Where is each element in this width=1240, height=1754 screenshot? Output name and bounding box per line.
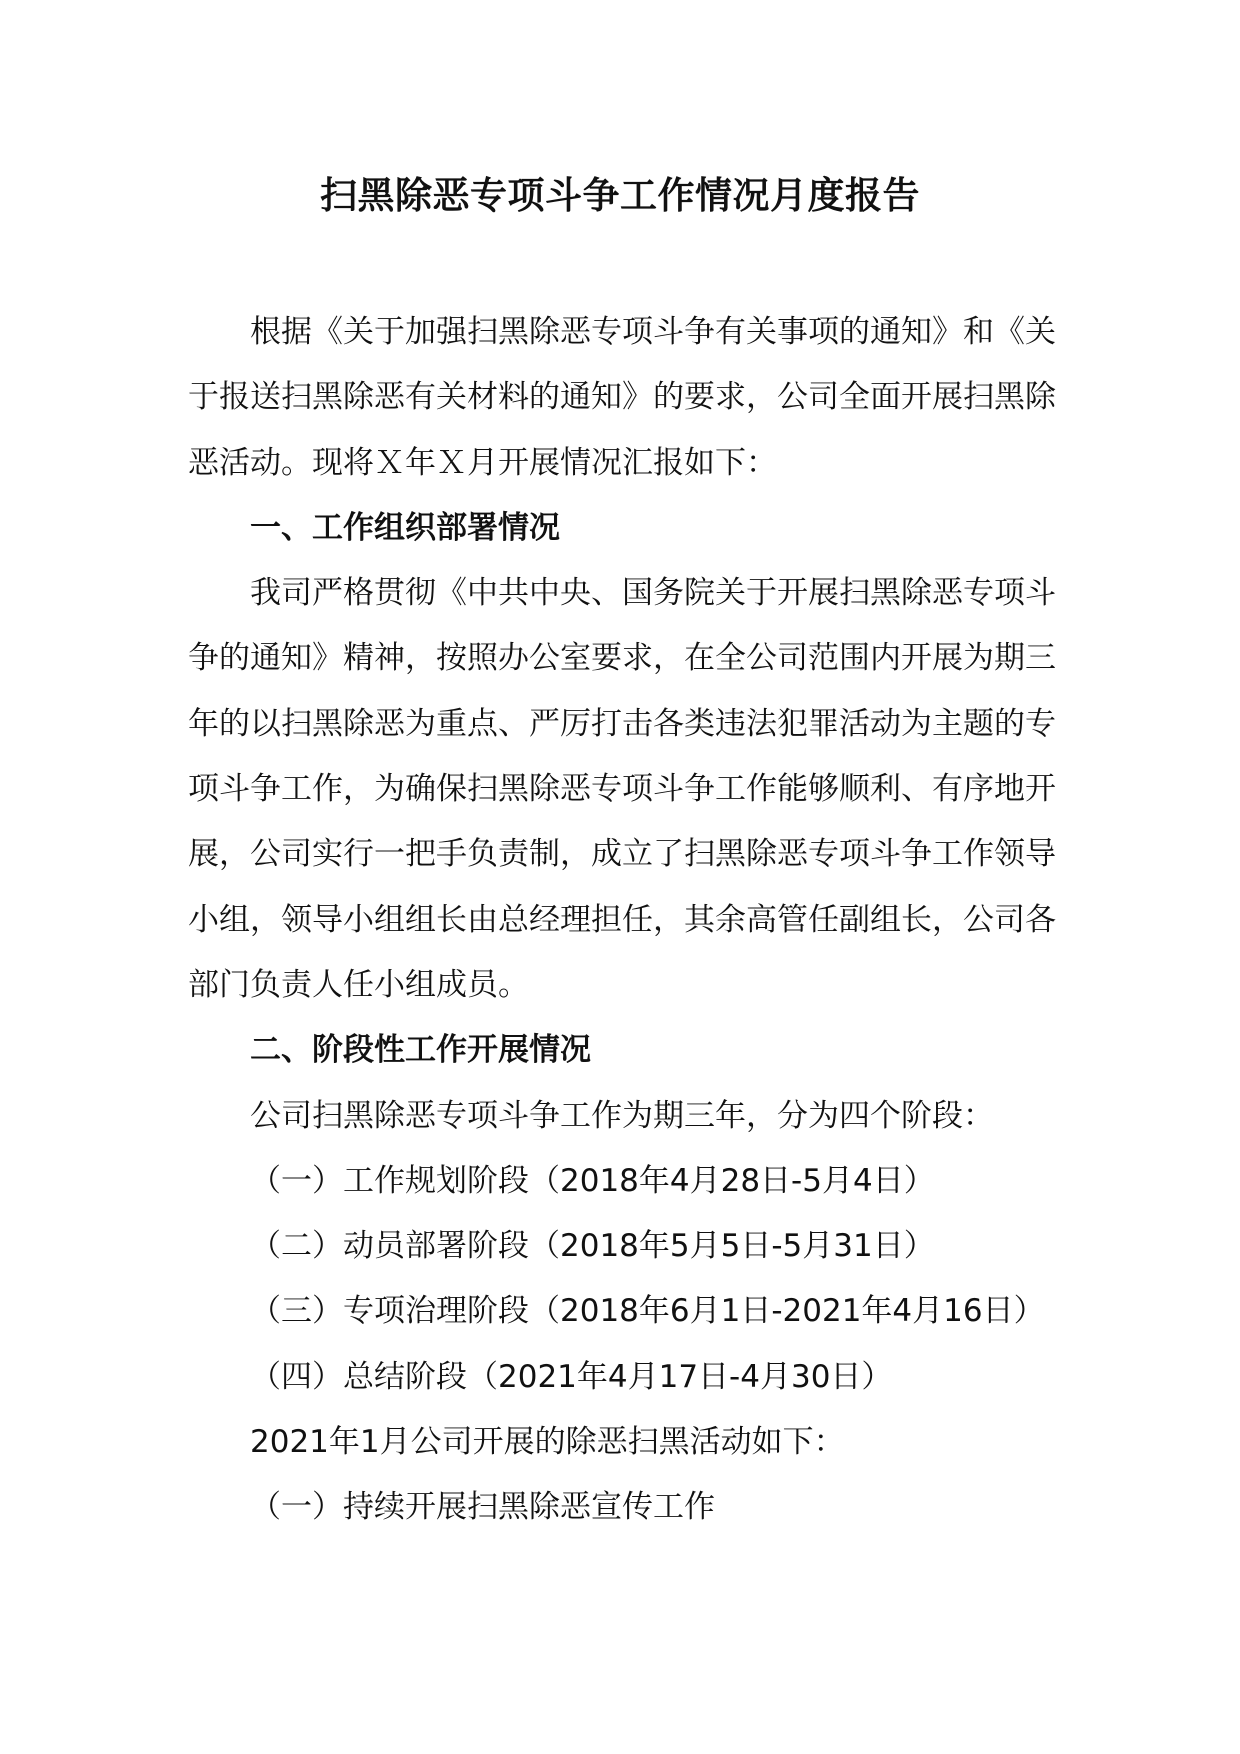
stage-item-2: （二）动员部署阶段（2018年5月5日-5月31日） [250,1228,935,1265]
document-body [188,300,1056,1541]
organization-paragraph: 我司严格贯彻《中共中央、国务院关于开展扫黑除恶专项斗争的通知》精神，按照办公室要求，在全公司范围内开展为期三年的以扫黑除恶为重点、严厉打击各类违法犯罪活动为主题的专项斗争工作，为确保扫黑除恶专项斗争工作能够顺利、有序地开展，公司实行一把手负责制，成立了扫黑除恶专项斗争工作领导小组，领导小组组长由总经理担任，其余高管任副组长，公司各部门负责人任小组成员。 [188,575,1056,1003]
document-title: 扫黑除恶专项斗争工作情况月度报告 [320,174,920,217]
stage-item-1: （一）工作规划阶段（2018年4月28日-5月4日） [250,1162,935,1199]
intro-paragraph: 根据《关于加强扫黑除恶专项斗争有关事项的通知》和《关于报送扫黑除恶有关材料的通知》的要求，公司全面开展扫黑除恶活动。现将Ｘ年Ｘ月开展情况汇报如下： [188,314,1056,481]
activity-item-1: （一）持续开展扫黑除恶宣传工作 [250,1489,715,1526]
stage-item-3: （三）专项治理阶段（2018年6月1日-2021年4月16日） [250,1293,1045,1330]
monthly-activities-intro: 2021年1月公司开展的除恶扫黑活动如下： [250,1424,845,1461]
section-heading-1: 一、工作组织部署情况 [250,509,560,546]
stages-intro-paragraph: 公司扫黑除恶专项斗争工作为期三年，分为四个阶段： [250,1097,994,1134]
stage-item-4: （四）总结阶段（2021年4月17日-4月30日） [250,1358,893,1395]
section-heading-2: 二、阶段性工作开展情况 [250,1032,591,1069]
